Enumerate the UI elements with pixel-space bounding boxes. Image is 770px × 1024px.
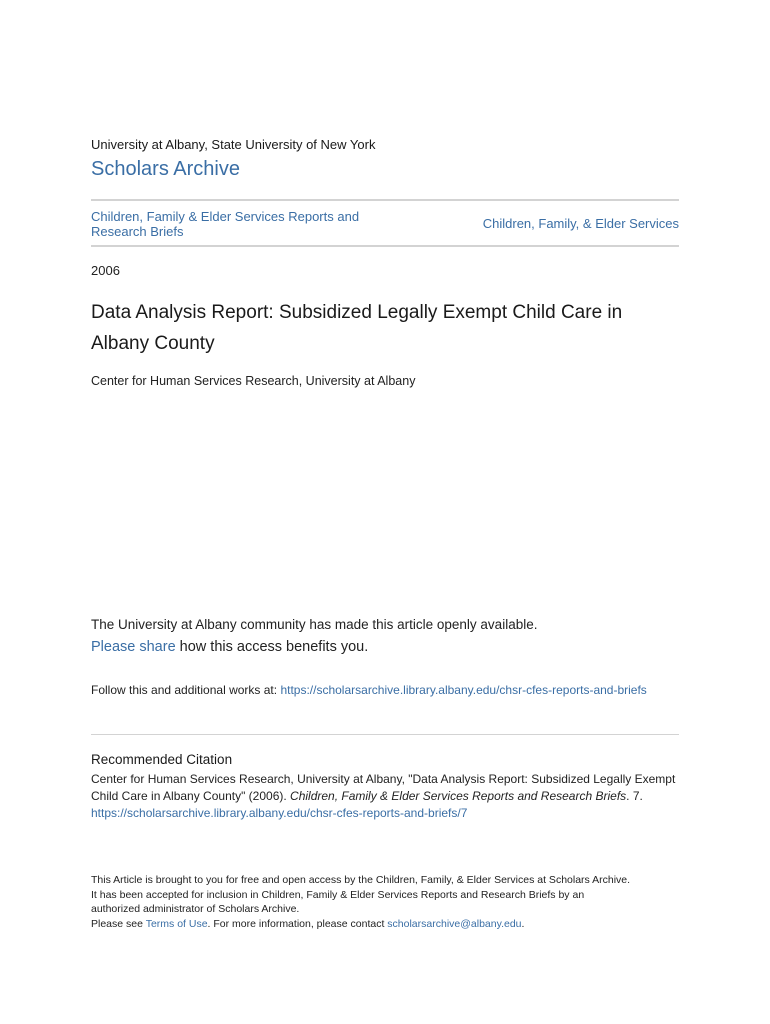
citation-body: Center for Human Services Research, University at Albany, "Data Analysis Report: Subsidized Legally Exempt Child Care in Albany County" (2006). [91,772,676,803]
footer-see: Please see [91,917,146,930]
citation-number: . 7. [626,789,643,803]
citation-url-link[interactable]: https://scholarsarchive.library.albany.edu/chsr-cfes-reports-and-briefs/7 [91,806,468,820]
footer-line-2: It has been accepted for inclusion in Children, Family & Elder Services Reports and Research Briefs by an [91,888,585,901]
follow-prefix: Follow this and additional works at: [91,683,281,697]
terms-of-use-link[interactable]: Terms of Use [145,917,208,930]
citation-text [91,771,679,822]
publication-year: 2006 [91,263,120,278]
archive-name-link[interactable]: Scholars Archive [91,158,240,180]
institution-name: University at Albany, State University of New York [91,137,376,152]
citation-heading: Recommended Citation [91,752,233,767]
footer-notice [91,873,679,931]
footer-end: . [521,917,525,930]
article-author: Center for Human Services Research, University at Albany [91,374,416,388]
department-link[interactable]: Children, Family, & Elder Services [482,216,679,231]
footer-line-4 [91,917,679,932]
article-title: Data Analysis Report: Subsidized Legally Exempt Child Care in Albany County [91,302,623,354]
citation-series: Children, Family & Elder Services Reports and Research Briefs [290,789,627,803]
please-share-link[interactable]: Please share [91,639,176,655]
contact-email-link[interactable]: scholarsarchive@albany.edu [387,917,522,930]
footer-contact: . For more information, please contact [207,917,388,930]
series-link[interactable]: Children, Family & Elder Services Reports and Research Briefs [91,209,360,239]
footer-line-3: authorized administrator of Scholars Archive. [91,903,300,916]
citation-divider [91,734,679,735]
top-divider [91,199,679,201]
collection-divider [91,245,679,247]
availability-statement: The University at Albany community has made this article openly available. [91,617,538,632]
share-line [91,639,368,655]
footer-line-1: This Article is brought to you for free and open access by the Children, Family, & Elder Services at Scholars Archive. [91,874,631,886]
follow-works [91,680,679,701]
collection-url-link[interactable]: https://scholarsarchive.library.albany.edu/chsr-cfes-reports-and-briefs [280,683,647,697]
share-text: how this access benefits you. [175,639,369,655]
